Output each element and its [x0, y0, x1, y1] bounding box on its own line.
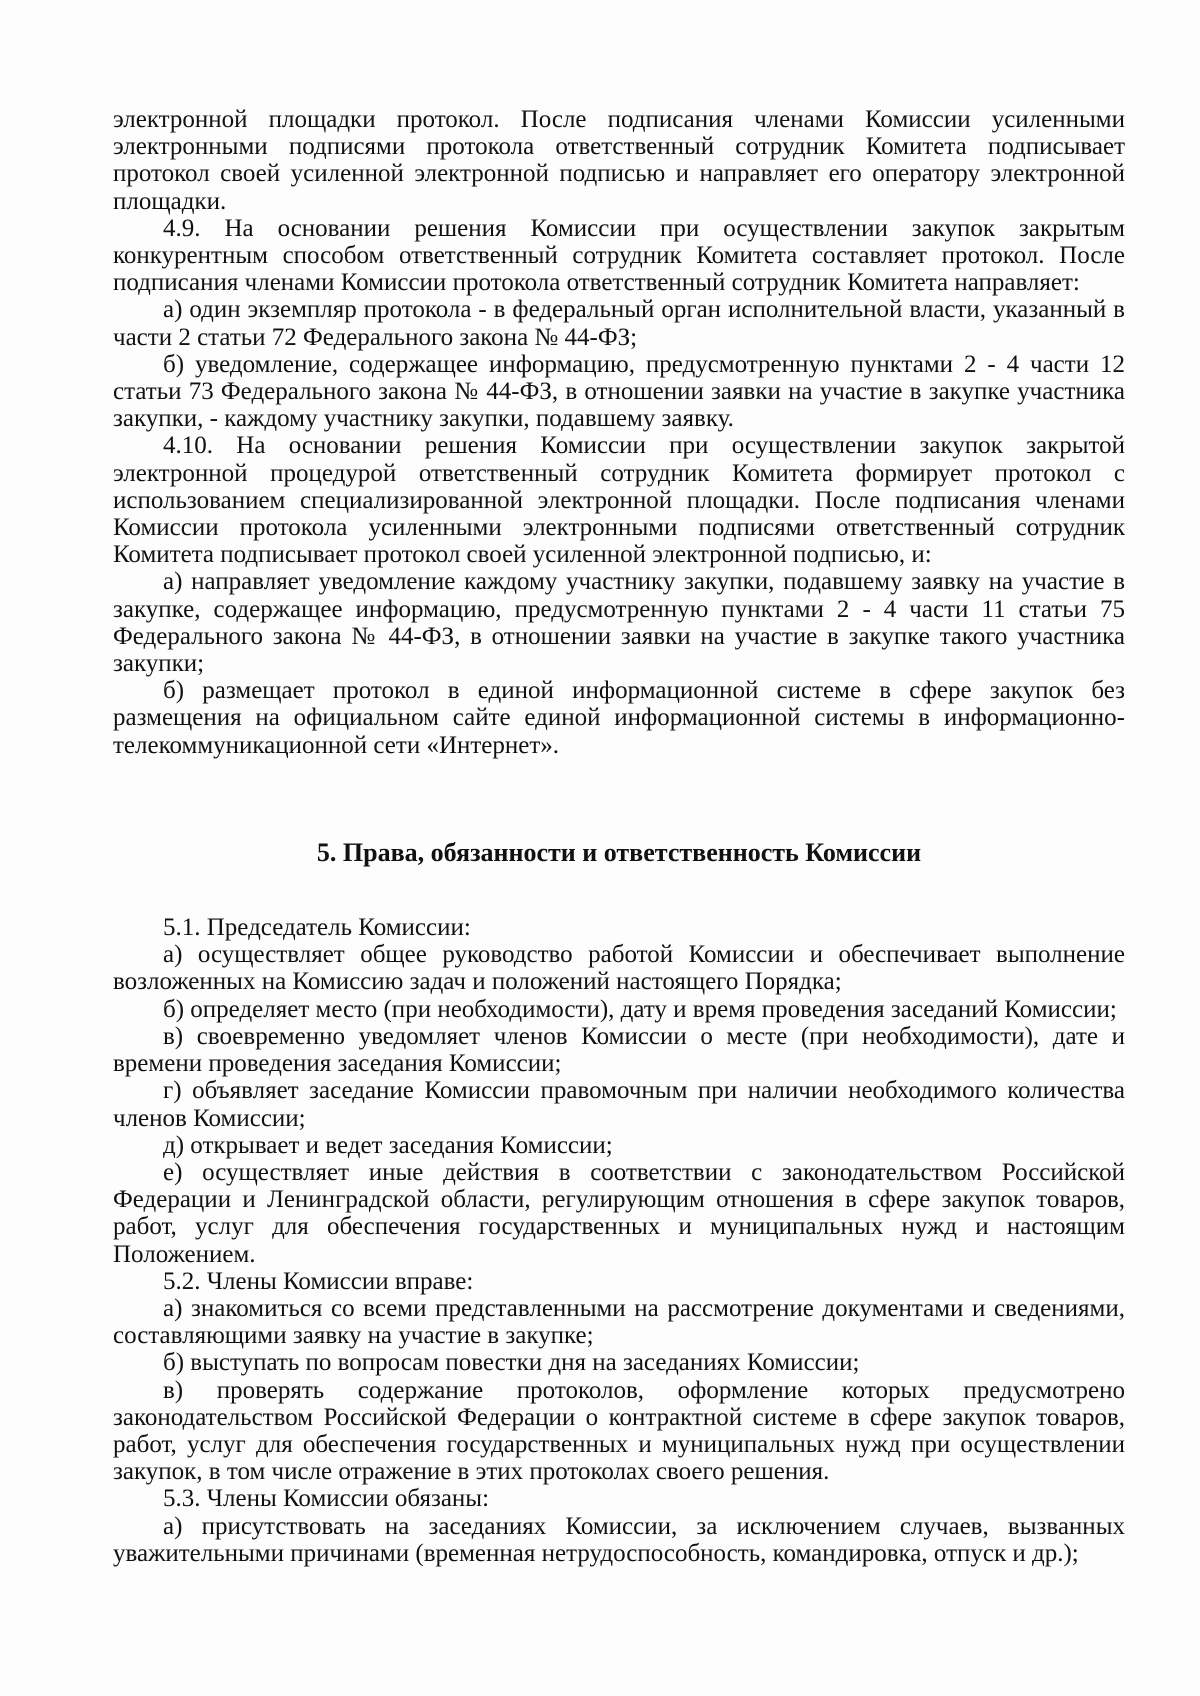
- paragraph-5-2-b: б) выступать по вопросам повестки дня на заседаниях Комиссии;: [163, 1349, 860, 1377]
- paragraph-5-1-v: в) своевременно уведомляет членов Комиссии о месте (при необходимости), дате и времени проведения заседания Комиссии;: [113, 1022, 1125, 1078]
- paragraph-5-3-a: а) присутствовать на заседаниях Комиссии, за исключением случаев, вызванных уважительными причинами (временная нетрудоспособность, командировка, отпуск и др.);: [113, 1512, 1125, 1567]
- paragraph-4-9-b: б) уведомление, содержащее информацию, предусмотренную пунктами 2 - 4 части 12 статьи 73 Федерального закона № 44-ФЗ, в отношении заявки на участие в закупке участника закупки, - каждому участнику закупки, подавшему заявку.: [113, 350, 1125, 433]
- paragraph-5-1-a: а) осуществляет общее руководство работой Комиссии и обеспечивает выполнение возложенных на Комиссию задач и положений настоящего Порядка;: [113, 941, 1125, 996]
- paragraph-5-1-g: г) объявляет заседание Комиссии правомочным при наличии необходимого количества членов Комиссии;: [113, 1077, 1125, 1132]
- document-body: [113, 106, 1125, 1567]
- paragraph-5-2-v: в) проверять содержание протоколов, оформление которых предусмотрено законодательством Российской Федерации о контрактной системе в сфере закупок товаров, работ, услуг для обеспечения государственных и муниципальных нужд при осуществлении закупок, в том числе отражение в этих протоколах своего решения.: [113, 1376, 1125, 1486]
- paragraph-5-2-a: а) знакомиться со всеми представленными на рассмотрение документами и сведениями, составляющими заявку на участие в закупке;: [113, 1294, 1125, 1350]
- paragraph-4-9-a: а) один экземпляр протокола - в федеральный орган исполнительной власти, указанный в части 2 статьи 72 Федерального закона № 44-ФЗ;: [113, 296, 1125, 351]
- paragraph-4-10-b: б) размещает протокол в единой информационной системе в сфере закупок без размещения на официальном сайте единой информационной системы в информационно-телекоммуникационной сети «Интернет».: [113, 677, 1125, 759]
- paragraph-continuation: электронной площадки протокол. После подписания членами Комиссии усиленными электронными подписями протокола ответственный сотрудник Комитета подписывает протокол своей усиленной электронной подписью и направляет его оператору электронной площадки.: [113, 106, 1125, 215]
- paragraph-4-10-a: а) направляет уведомление каждому участнику закупки, подавшему заявку на участие в закупке, содержащее информацию, предусмотренную пунктами 2 - 4 части 11 статьи 75 Федерального закона № 44-ФЗ, в отношении заявки на участие в закупке такого участника закупки;: [113, 568, 1125, 678]
- paragraph-5-1-b: б) определяет место (при необходимости), дату и время проведения заседаний Комиссии;: [163, 995, 1117, 1023]
- paragraph-5-1-e: е) осуществляет иные действия в соответствии с законодательством Российской Федерации и Ленинградской области, регулирующим отношения в сфере закупок товаров, работ, услуг для обеспечения государственных и муниципальных нужд и настоящим Положением.: [113, 1158, 1125, 1268]
- paragraph-5-2: 5.2. Члены Комиссии вправе:: [163, 1267, 474, 1295]
- section-heading: 5. Права, обязанности и ответственность Комиссии: [316, 837, 922, 867]
- paragraph-4-10: 4.10. На основании решения Комиссии при осуществлении закупок закрытой электронной процедурой ответственный сотрудник Комитета формирует протокол с использованием специализированной электронной площадки. После подписания членами Комиссии протокола усиленными электронными подписями ответственный сотрудник Комитета подписывает протокол своей усиленной электронной подписью, и:: [113, 432, 1125, 569]
- paragraph-4-9: 4.9. На основании решения Комиссии при осуществлении закупок закрытым конкурентным способом ответственный сотрудник Комитета составляет протокол. После подписания членами Комиссии протокола ответственный сотрудник Комитета направляет:: [113, 214, 1125, 297]
- paragraph-5-1: 5.1. Председатель Комиссии:: [163, 914, 471, 942]
- paragraph-5-1-d: д) открывает и ведет заседания Комиссии;: [163, 1131, 613, 1159]
- paragraph-5-3: 5.3. Члены Комиссии обязаны:: [163, 1485, 490, 1513]
